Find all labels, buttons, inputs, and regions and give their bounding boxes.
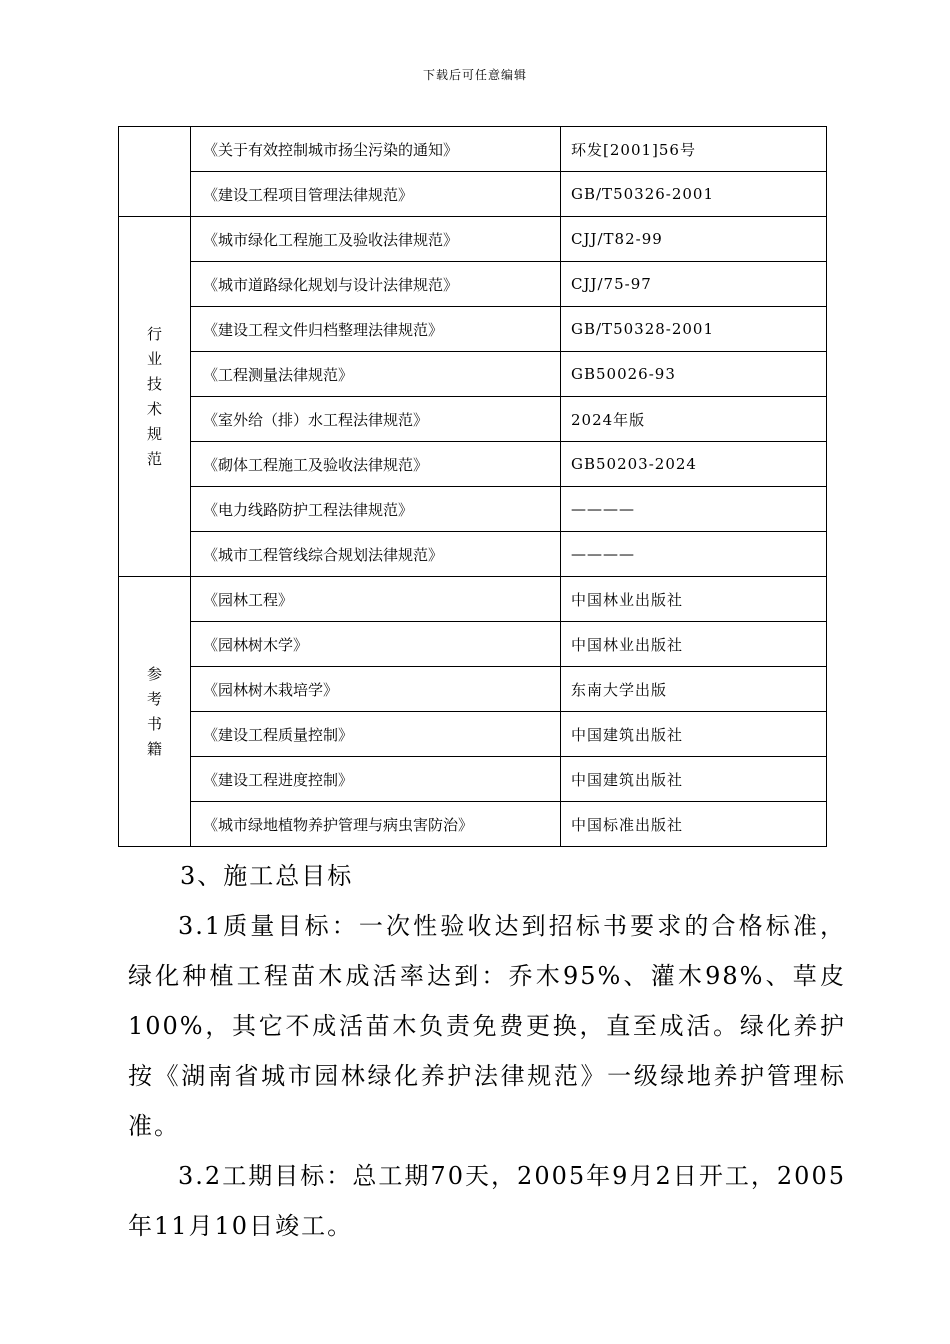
category-char: 技 bbox=[146, 374, 162, 393]
table-row bbox=[119, 757, 827, 802]
category-char: 行 bbox=[146, 324, 162, 343]
table-row bbox=[119, 487, 827, 532]
regulation-title: 《砌体工程施工及验收法律规范》 bbox=[191, 442, 561, 487]
table-row bbox=[119, 217, 827, 262]
regulation-code: 2024年版 bbox=[561, 397, 827, 442]
regulation-title: 《关于有效控制城市扬尘污染的通知》 bbox=[191, 127, 561, 172]
reference-publisher: 中国林业出版社 bbox=[561, 622, 827, 667]
category-industry-standards bbox=[119, 217, 191, 577]
category-cell-empty bbox=[119, 127, 191, 217]
reference-title: 《城市绿地植物养护管理与病虫害防治》 bbox=[191, 802, 561, 847]
regulation-title: 《城市道路绿化规划与设计法律规范》 bbox=[191, 262, 561, 307]
regulation-title: 《建设工程项目管理法律规范》 bbox=[191, 172, 561, 217]
section-body bbox=[128, 901, 846, 1251]
page-header: 下载后可任意编辑 bbox=[422, 68, 527, 82]
regulation-title: 《工程测量法律规范》 bbox=[191, 352, 561, 397]
table-row bbox=[119, 127, 827, 172]
table-row bbox=[119, 307, 827, 352]
reference-publisher: 中国建筑出版社 bbox=[561, 712, 827, 757]
section-heading: 3、施工总目标 bbox=[180, 862, 354, 890]
regulation-code: ———— bbox=[561, 487, 827, 532]
regulation-code: ———— bbox=[561, 532, 827, 577]
table-row bbox=[119, 352, 827, 397]
reference-title: 《建设工程进度控制》 bbox=[191, 757, 561, 802]
regulation-title: 《室外给（排）水工程法律规范》 bbox=[191, 397, 561, 442]
table-row bbox=[119, 532, 827, 577]
regulation-code: GB50026-93 bbox=[561, 352, 827, 397]
regulation-code: CJJ/75-97 bbox=[561, 262, 827, 307]
regulation-code: 环发[2001]56号 bbox=[561, 127, 827, 172]
table-row bbox=[119, 262, 827, 307]
regulation-title: 《电力线路防护工程法律规范》 bbox=[191, 487, 561, 532]
table-row bbox=[119, 442, 827, 487]
regulation-title: 《建设工程文件归档整理法律规范》 bbox=[191, 307, 561, 352]
reference-publisher: 东南大学出版 bbox=[561, 667, 827, 712]
category-char: 术 bbox=[146, 399, 162, 418]
regulation-code: CJJ/T82-99 bbox=[561, 217, 827, 262]
regulation-title: 《城市绿化工程施工及验收法律规范》 bbox=[191, 217, 561, 262]
schedule-target-paragraph: 3.2工期目标：总工期70天，2005年9月2日开工，2005年11月10日竣工。 bbox=[128, 1162, 846, 1240]
quality-target-paragraph: 3.1质量目标：一次性验收达到招标书要求的合格标准，绿化种植工程苗木成活率达到：乔木95%、灌木98%、草皮100%，其它不成活苗木负责免费更换，直至成活。绿化养护按《湖南省城市园林绿化养护法律规范》一级绿地养护管理标准。 bbox=[128, 912, 846, 1140]
regulation-code: GB/T50328-2001 bbox=[561, 307, 827, 352]
category-char: 籍 bbox=[146, 739, 162, 758]
table-row bbox=[119, 667, 827, 712]
regulation-code: GB/T50326-2001 bbox=[561, 172, 827, 217]
table-row bbox=[119, 172, 827, 217]
category-char: 规 bbox=[146, 424, 162, 443]
reference-publisher: 中国建筑出版社 bbox=[561, 757, 827, 802]
reference-publisher: 中国标准出版社 bbox=[561, 802, 827, 847]
category-char: 考 bbox=[146, 689, 162, 708]
reference-title: 《园林树木学》 bbox=[191, 622, 561, 667]
regulations-table bbox=[118, 126, 827, 847]
reference-publisher: 中国林业出版社 bbox=[561, 577, 827, 622]
regulation-code: GB50203-2024 bbox=[561, 442, 827, 487]
table-row bbox=[119, 712, 827, 757]
regulation-title: 《城市工程管线综合规划法律规范》 bbox=[191, 532, 561, 577]
category-char: 书 bbox=[146, 714, 162, 733]
category-reference-books bbox=[119, 577, 191, 847]
table-row bbox=[119, 802, 827, 847]
reference-title: 《建设工程质量控制》 bbox=[191, 712, 561, 757]
reference-title: 《园林工程》 bbox=[191, 577, 561, 622]
reference-title: 《园林树木栽培学》 bbox=[191, 667, 561, 712]
table-row bbox=[119, 577, 827, 622]
category-char: 业 bbox=[146, 349, 162, 368]
category-char: 参 bbox=[146, 664, 162, 683]
table-row bbox=[119, 622, 827, 667]
category-char: 范 bbox=[146, 449, 162, 468]
table-row bbox=[119, 397, 827, 442]
